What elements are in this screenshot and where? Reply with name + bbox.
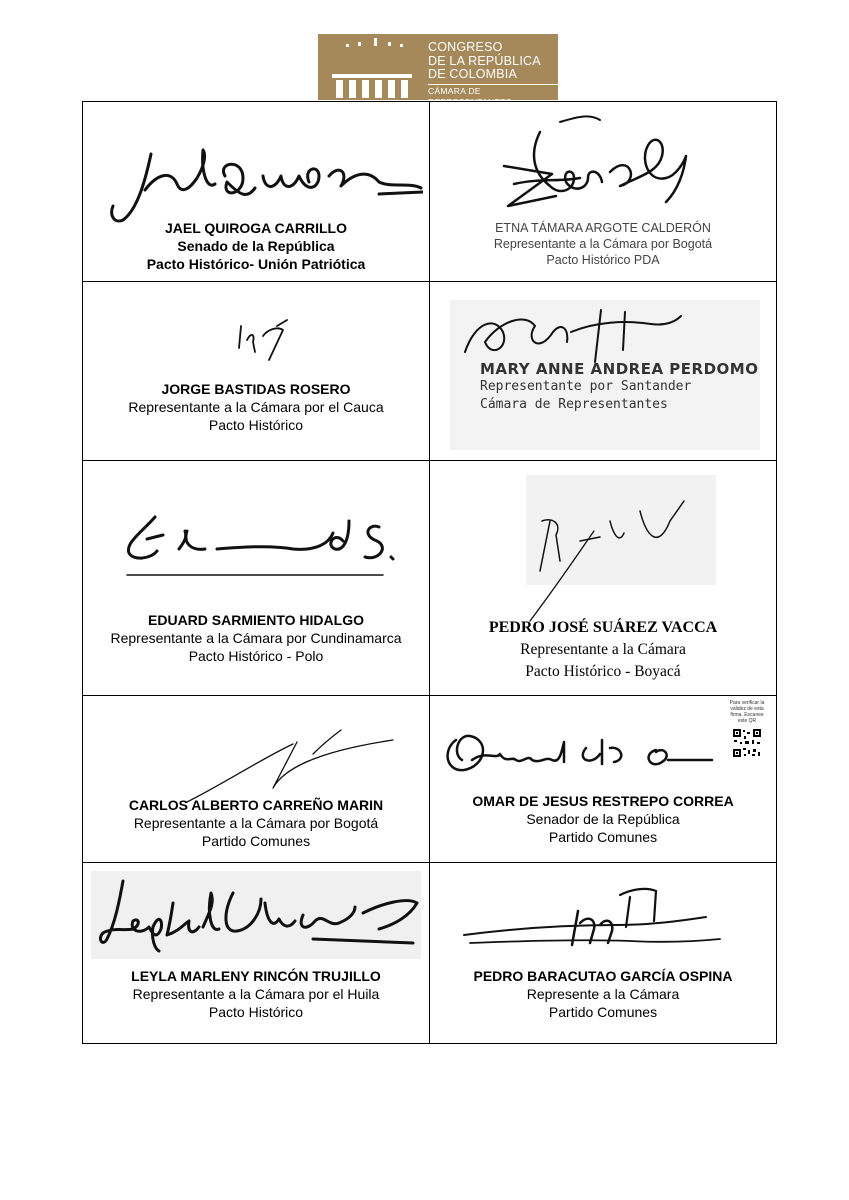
- qr-verification-note: Para verificar la validez de esta firma. Escanee este QR: [729, 700, 765, 724]
- signature-image: [436, 720, 726, 780]
- signatory-cell: [83, 282, 430, 461]
- signatory-name: ETNA TÁMARA ARGOTE CALDERÓN: [495, 221, 711, 235]
- signatory-party: Partido Comunes: [548, 1004, 658, 1020]
- signatory-party: Pacto Histórico- Unión Patriótica: [146, 256, 366, 272]
- signatory-cell: [430, 102, 777, 282]
- qr-code-icon: [732, 728, 762, 758]
- signatory-cell: [430, 696, 777, 863]
- logo-line-1: CONGRESO: [428, 40, 503, 54]
- signatory-name: JORGE BASTIDAS ROSERO: [161, 381, 351, 397]
- signatory-name: CARLOS ALBERTO CARREÑO MARIN: [128, 797, 384, 813]
- signatory-name: EDUARD SARMIENTO HIDALGO: [148, 612, 364, 628]
- signatory-party: Cámara de Representantes: [480, 397, 668, 412]
- signature-image: [450, 881, 750, 961]
- signatory-role: Representante a la Cámara: [520, 641, 686, 658]
- signatory-role: Representante a la Cámara por Cundinamarca: [110, 630, 402, 646]
- signatory-name: PEDRO JOSÉ SUÁREZ VACCA: [488, 619, 718, 636]
- signatory-role: Representante a la Cámara por Bogotá: [133, 815, 379, 831]
- signatory-party: Pacto Histórico: [208, 417, 304, 433]
- signatory-role: Senador de la República: [526, 811, 680, 827]
- signature-image: [490, 481, 730, 631]
- congress-logo: [318, 34, 558, 107]
- signatory-name: JAEL QUIROGA CARRILLO: [164, 220, 347, 236]
- signatory-role: Representante a la Cámara por el Cauca: [128, 399, 384, 415]
- logo-line-2: DE LA REPÚBLICA: [428, 53, 541, 68]
- signatory-name: MARY ANNE ANDREA PERDOMO: [480, 360, 759, 378]
- signatory-role: Representante a la Cámara por Bogotá: [493, 237, 713, 251]
- signatory-party: Pacto Histórico - Boyacá: [525, 663, 681, 680]
- signature-image: [93, 132, 423, 232]
- signature-image: [121, 491, 401, 581]
- signatory-name: LEYLA MARLENY RINCÓN TRUJILLO: [131, 968, 381, 984]
- signatory-party: Pacto Histórico PDA: [546, 253, 660, 267]
- signatory-cell: [83, 102, 430, 282]
- signatory-cell: [83, 696, 430, 863]
- logo-line-3: DE COLOMBIA: [428, 67, 518, 81]
- signature-image: [163, 724, 403, 804]
- signatory-role: Senado de la República: [177, 238, 335, 254]
- signatory-role: Representante por Santander: [480, 379, 692, 394]
- signatory-name: OMAR DE JESUS RESTREPO CORREA: [472, 793, 734, 809]
- signatory-party: Partido Comunes: [548, 829, 658, 845]
- signatory-party: Partido Comunes: [201, 833, 311, 849]
- signatory-role: Representante a la Cámara por el Huila: [132, 986, 380, 1002]
- signature-image: [490, 112, 710, 222]
- signatory-cell: [430, 461, 777, 696]
- signatory-party: Pacto Histórico - Polo: [188, 648, 324, 664]
- signatory-name: PEDRO BARACUTAO GARCÍA OSPINA: [473, 968, 733, 984]
- signatures-table: [82, 101, 777, 1044]
- signatory-cell: [83, 863, 430, 1044]
- signature-image: [93, 873, 423, 959]
- signatory-cell: [83, 461, 430, 696]
- signatory-role: Represente a la Cámara: [526, 986, 680, 1002]
- signatory-cell: [430, 282, 777, 461]
- capitol-building-icon: [318, 34, 424, 100]
- signature-image: [233, 312, 303, 372]
- logo-line-4: CÁMARA DE REPRESENTANTES: [428, 84, 558, 108]
- signatory-party: Pacto Histórico: [208, 1004, 304, 1020]
- signatory-cell: [430, 863, 777, 1044]
